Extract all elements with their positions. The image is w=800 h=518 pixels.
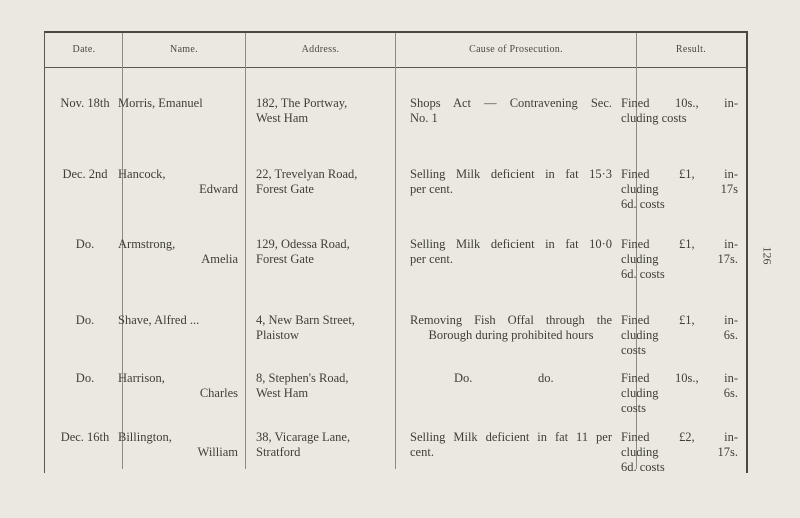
name-line: Amelia <box>201 252 238 266</box>
result-line: Fined £1, in- <box>621 167 738 181</box>
column-divider <box>245 33 246 469</box>
result-line: cluding 17s. <box>621 252 738 266</box>
cell-name <box>118 430 238 460</box>
cell-name <box>118 313 238 328</box>
address-line: Forest Gate <box>256 182 314 196</box>
cell-name <box>118 167 238 197</box>
cell-address <box>256 96 386 126</box>
address-line: 182, The Portway, <box>256 96 348 110</box>
address-line: Stratford <box>256 445 301 459</box>
cell-cause <box>410 237 612 267</box>
cause-line: Shops Act — Contravening Sec. <box>410 96 612 110</box>
cell-result <box>621 96 738 126</box>
header-result: Result. <box>675 44 707 55</box>
name-line: Harrison, <box>118 371 165 385</box>
address-line: West Ham <box>256 386 309 400</box>
column-divider <box>395 33 396 469</box>
result-line: Fined £1, in- <box>621 237 738 251</box>
cause-line: Selling Milk deficient in fat 15·3 <box>410 167 612 181</box>
address-line: 38, Vicarage Lane, <box>256 430 351 444</box>
cell-cause <box>410 167 612 197</box>
cell-cause <box>410 430 612 460</box>
address-line: 129, Odessa Road, <box>256 237 350 251</box>
cell-result <box>621 237 738 282</box>
result-line: cluding 6s. <box>621 386 738 400</box>
cell-result <box>621 371 738 416</box>
header-name: Name. <box>170 44 198 55</box>
result-line: cluding 17s. <box>621 445 738 459</box>
cell-result <box>621 313 738 358</box>
result-line: costs <box>621 401 646 415</box>
address-line: Plaistow <box>256 328 300 342</box>
cell-name <box>118 96 238 111</box>
cell-address <box>256 167 386 197</box>
page-number: 126 <box>760 246 775 265</box>
result-line: costs <box>621 343 646 357</box>
cell-date: Dec. 2nd <box>62 167 108 181</box>
result-line: 6d. costs <box>621 267 665 281</box>
cell-result <box>621 430 738 475</box>
address-line: West Ham <box>256 111 309 125</box>
cell-cause <box>410 313 612 343</box>
result-line: Fined 10s., in- <box>621 371 738 385</box>
name-line: Hancock, <box>118 167 166 181</box>
address-line: 22, Trevelyan Road, <box>256 167 358 181</box>
cause-line: Removing Fish Offal through the <box>410 313 612 327</box>
address-line: 8, Stephen's Road, <box>256 371 349 385</box>
result-line: 6d. costs <box>621 197 665 211</box>
cell-address <box>256 430 386 460</box>
cell-cause-do: Do. <box>454 371 473 385</box>
cause-line: Selling Milk deficient in fat 11 per <box>410 430 612 444</box>
cause-line: No. 1 <box>410 111 438 125</box>
address-line: Forest Gate <box>256 252 314 266</box>
cause-line: per cent. <box>410 252 454 266</box>
result-line: cluding 6s. <box>621 328 738 342</box>
result-line: cluding 17s <box>621 182 738 196</box>
cell-name <box>118 371 238 401</box>
result-line: Fined £1, in- <box>621 313 738 327</box>
cell-date: Dec. 16th <box>60 430 110 444</box>
cell-address <box>256 313 386 343</box>
cause-line: cent. <box>410 445 434 459</box>
name-line: Armstrong, <box>118 237 176 251</box>
cell-result <box>621 167 738 212</box>
header-date: Date. <box>72 44 96 55</box>
result-line: Fined £2, in- <box>621 430 738 444</box>
address-line: 4, New Barn Street, <box>256 313 355 327</box>
name-line: Charles <box>199 386 238 400</box>
cell-address <box>256 237 386 267</box>
cause-line: per cent. <box>410 182 454 196</box>
result-line: 6d. costs <box>621 460 665 474</box>
result-line: Fined 10s., in- <box>621 96 738 110</box>
name-line: Billington, <box>118 430 172 444</box>
header-address: Address. <box>301 44 340 55</box>
cell-date: Do. <box>75 371 95 385</box>
name-line: William <box>197 445 238 459</box>
name-line: Shave, Alfred ... <box>118 313 200 327</box>
result-line: cluding costs <box>621 111 687 125</box>
cell-cause-ditto: do. <box>538 371 554 385</box>
cell-cause <box>410 96 612 126</box>
cell-date: Do. <box>75 313 95 327</box>
name-line: Edward <box>199 182 238 196</box>
cell-address <box>256 371 386 401</box>
cell-date: Nov. 18th <box>60 96 110 110</box>
header-cause: Cause of Prosecution. <box>469 44 563 55</box>
name-line: Morris, Emanuel <box>118 96 203 110</box>
cell-name <box>118 237 238 267</box>
cause-line: Selling Milk deficient in fat 10·0 <box>410 237 612 251</box>
cell-date: Do. <box>75 237 95 251</box>
cause-line: Borough during prohibited hours <box>428 328 594 342</box>
